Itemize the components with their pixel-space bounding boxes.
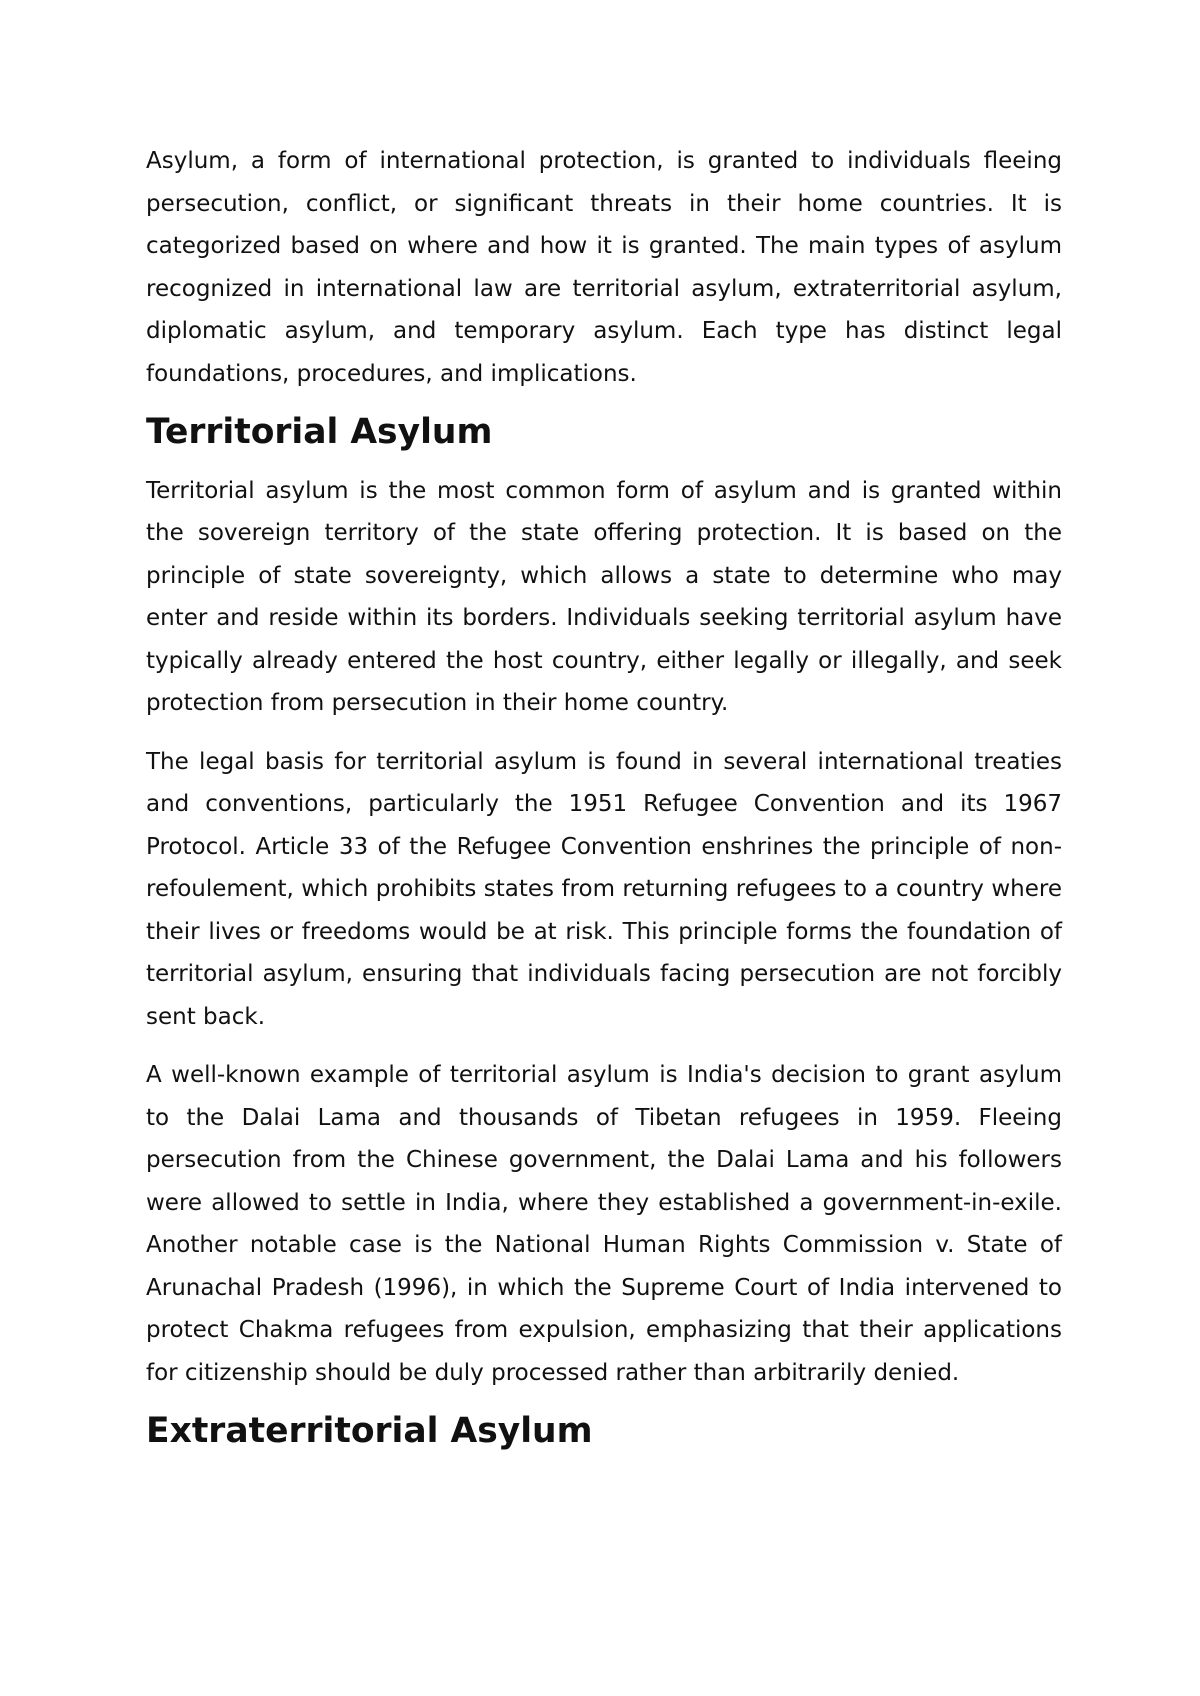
body-paragraph: The legal basis for territorial asylum is found in several international treaties and conventions, particularly the 1951 Refugee Convention and its 1967 Protocol. Article 33 of the Refugee Convention enshrines the principle of non-refoulement, which prohibits states from returning refugees to a country where their lives or freedoms would be at risk. This principle forms the foundation of territorial asylum, ensuring that individuals facing persecution are not forcibly sent back. — [146, 748, 1062, 1030]
body-paragraph: A well-known example of territorial asylum is India's decision to grant asylum to the Dalai Lama and thousands of Tibetan refugees in 1959. Fleeing persecution from the Chinese government, the Dalai Lama and his followers were allowed to settle in India, where they established a government-in-exile. Another notable case is the National Human Rights Commission v. State of Arunachal Pradesh (1996), in which the Supreme Court of India intervened to protect Chakma refugees from expulsion, emphasizing that their applications for citizenship should be duly processed rather than arbitrarily denied. — [146, 1062, 1062, 1386]
intro-paragraph: Asylum, a form of international protection, is granted to individuals fleeing persecution, conflict, or significant threats in their home countries. It is categorized based on where and how it is granted. The main types of asylum recognized in international law are territorial asylum, extraterritorial asylum, diplomatic asylum, and temporary asylum. Each type has distinct legal foundations, procedures, and implications. — [146, 148, 1062, 387]
section-heading-extraterritorial-asylum: Extraterritorial Asylum — [146, 1411, 593, 1451]
section-heading-territorial-asylum: Territorial Asylum — [146, 412, 493, 452]
document-page — [146, 140, 1062, 1469]
body-paragraph: Territorial asylum is the most common form of asylum and is granted within the sovereign territory of the state offering protection. It is based on the principle of state sovereignty, which allows a state to determine who may enter and reside within its borders. Individuals seeking territorial asylum have typically already entered the host country, either legally or illegally, and seek protection from persecution in their home country. — [146, 477, 1062, 716]
